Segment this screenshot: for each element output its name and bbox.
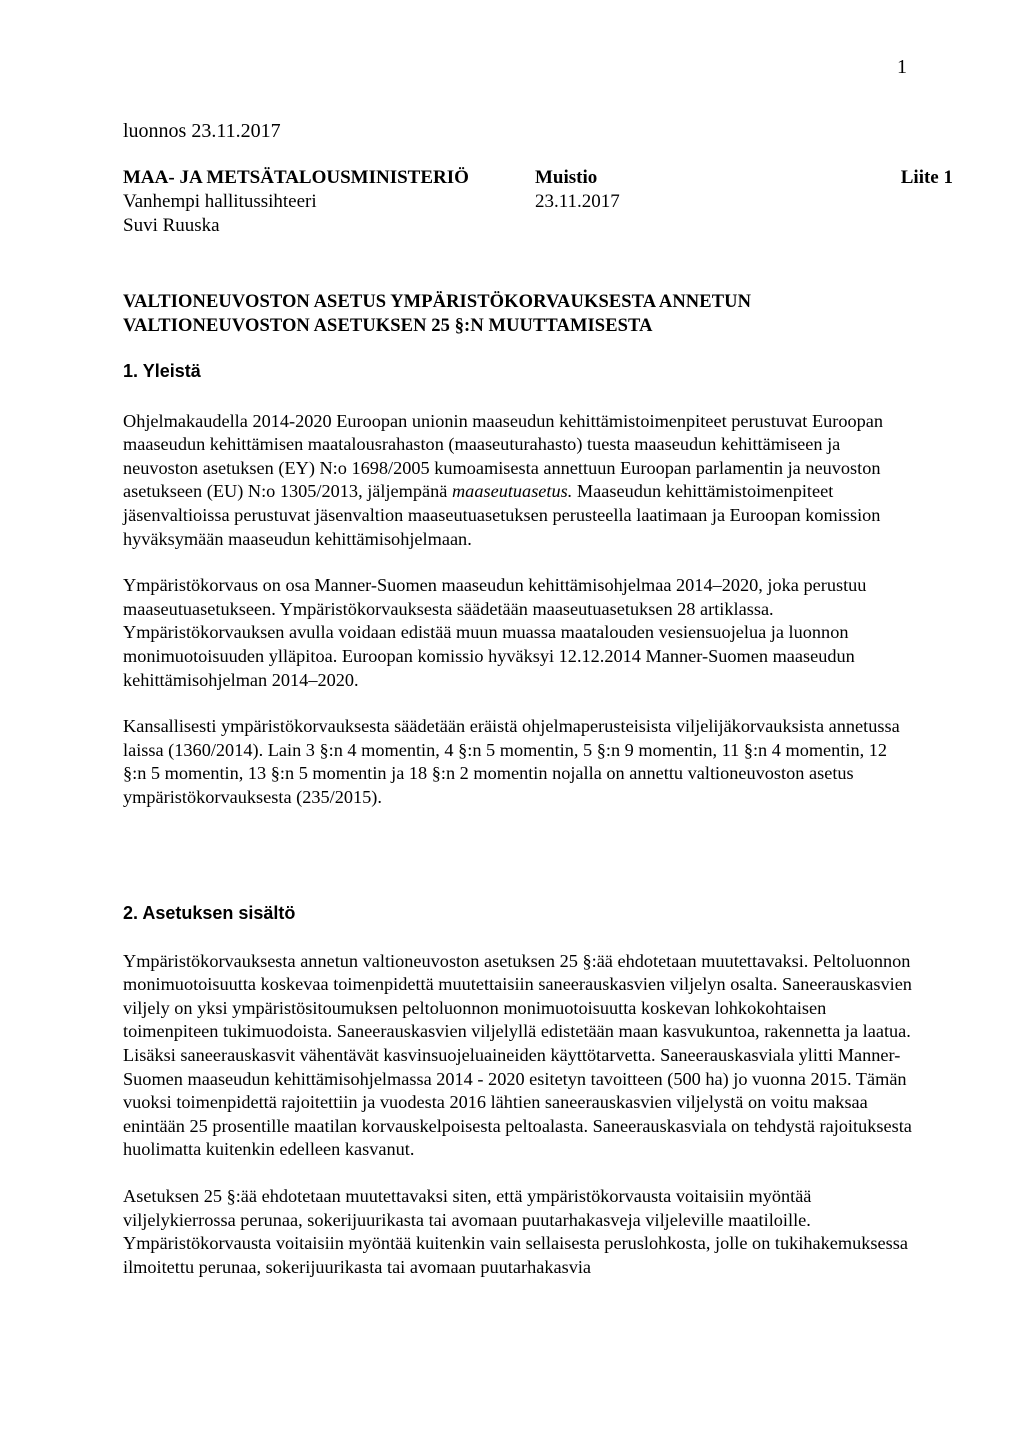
section-2	[123, 902, 913, 1279]
page-number: 1	[897, 56, 907, 78]
title-line-1: VALTIONEUVOSTON ASETUS YMPÄRISTÖKORVAUKSESTA ANNETUN	[123, 292, 752, 312]
author-title: Vanhempi hallitussihteeri	[123, 191, 317, 212]
section-2-paragraph-1: Ympäristökorvauksesta annetun valtioneuvoston asetuksen 25 §:ää ehdotetaan muutettavaksi. Peltoluonnon monimuotoisuutta koskevaa toimenpidettä muutettaisiin saneerauskasvien viljelyn osalta. Saneerauskasvien viljely on yksi ympäristösitoumuksen peltoluonnon monimuotoisuutta koskevan lohkokohtaisen toimenpiteen tukimuodoista. Saneerauskasvien viljelyllä edistetään maan kasvukuntoa, rakennetta ja laatua. Lisäksi saneerauskasvit vähentävät kasvinsuojeluaineiden käyttötarvetta. Saneerauskasviala ylitti Manner-Suomen maaseudun kehittämisohjelmassa 2014 - 2020 esitetyn tavoitteen (500 ha) jo vuonna 2015. Tämän vuoksi toimenpidettä rajoitettiin ja vuodesta 2016 lähtien saneerauskasvien viljelystä on voitu maksaa enintään 25 prosentille maatilan korvauskelpoisesta peltoalasta. Saneerauskasviala on tehdystä rajoituksesta huolimatta kuitenkin edelleen kasvanut.	[123, 950, 912, 1160]
draft-label: luonnos 23.11.2017	[123, 120, 281, 142]
section-1-paragraph-3: Kansallisesti ympäristökorvauksesta säädetään eräistä ohjelmaperusteisista viljelijäkorvauksista annetussa laissa (1360/2014). Lain 3 §:n 4 momentin, 4 §:n 5 momentin, 5 §:n 9 momentin, 11 §:n 4 momentin, 12 §:n 5 momentin, 13 §:n 5 momentin ja 18 §:n 2 momentin nojalla on annettu valtioneuvoston asetus ympäristökorvauksesta (235/2015).	[123, 716, 900, 807]
title-line-2: VALTIONEUVOSTON ASETUKSEN 25 §:N MUUTTAMISESTA	[123, 316, 653, 336]
section-1-paragraph-1: Ohjelmakaudella 2014-2020 Euroopan unionin maaseudun kehittämistoimenpiteet perustuvat Euroopan maaseudun kehittämisen maatalousrahaston (maaseuturahasto) tuesta maaseudun kehittämiseen ja neuvoston asetuksen (EY) N:o 1698/2005 kumoamisesta annettuun Euroopan parlamentin ja neuvoston asetukseen (EU) N:o 1305/2013, jäljempänä maaseutuasetus. Maaseudun kehittämistoimenpiteet jäsenvaltioissa perustuvat jäsenvaltion maaseutuasetuksen perusteella laatimaan ja Euroopan komission hyväksymään maaseudun kehittämisohjelmaan.	[123, 410, 884, 549]
document-header	[123, 166, 953, 238]
document-type: Muistio	[535, 167, 598, 188]
ministry-name: MAA- JA METSÄTALOUSMINISTERIÖ	[123, 167, 469, 188]
document-date: 23.11.2017	[535, 191, 620, 212]
header-row-2	[123, 190, 953, 214]
section-1-heading: 1. Yleistä	[123, 361, 201, 381]
attachment-label: Liite 1	[900, 167, 953, 188]
header-row-3	[123, 214, 953, 238]
section-2-paragraph-2: Asetuksen 25 §:ää ehdotetaan muutettavaksi siten, että ympäristökorvausta voitaisiin myöntää viljelykierrossa perunaa, sokerijuurikasta tai avomaan puutarhakasveja viljeleville maatiloille. Ympäristökorvausta voitaisiin myöntää kuitenkin vain sellaisesta peruslohkosta, jolle on tukihakemuksessa ilmoitettu perunaa, sokerijuurikasta tai avomaan puutarhakasvia	[123, 1185, 908, 1277]
defined-term: maaseutuasetus.	[451, 481, 573, 502]
document-title	[123, 290, 913, 338]
section-2-heading: 2. Asetuksen sisältö	[123, 903, 296, 923]
header-row-1	[123, 166, 953, 190]
section-1-paragraph-2: Ympäristökorvaus on osa Manner-Suomen maaseudun kehittämisohjelmaa 2014–2020, joka perustuu maaseutuasetukseen. Ympäristökorvauksesta säädetään maaseutuasetuksen 28 artiklassa. Ympäristökorvauksen avulla voidaan edistää muun muassa maatalouden vesiensuojelua ja luonnon monimuotoisuuden ylläpitoa. Euroopan komissio hyväksyi 12.12.2014 Manner-Suomen maaseudun kehittämisohjelman 2014–2020.	[123, 575, 867, 690]
section-1	[123, 360, 913, 810]
author-name: Suvi Ruuska	[123, 215, 220, 236]
